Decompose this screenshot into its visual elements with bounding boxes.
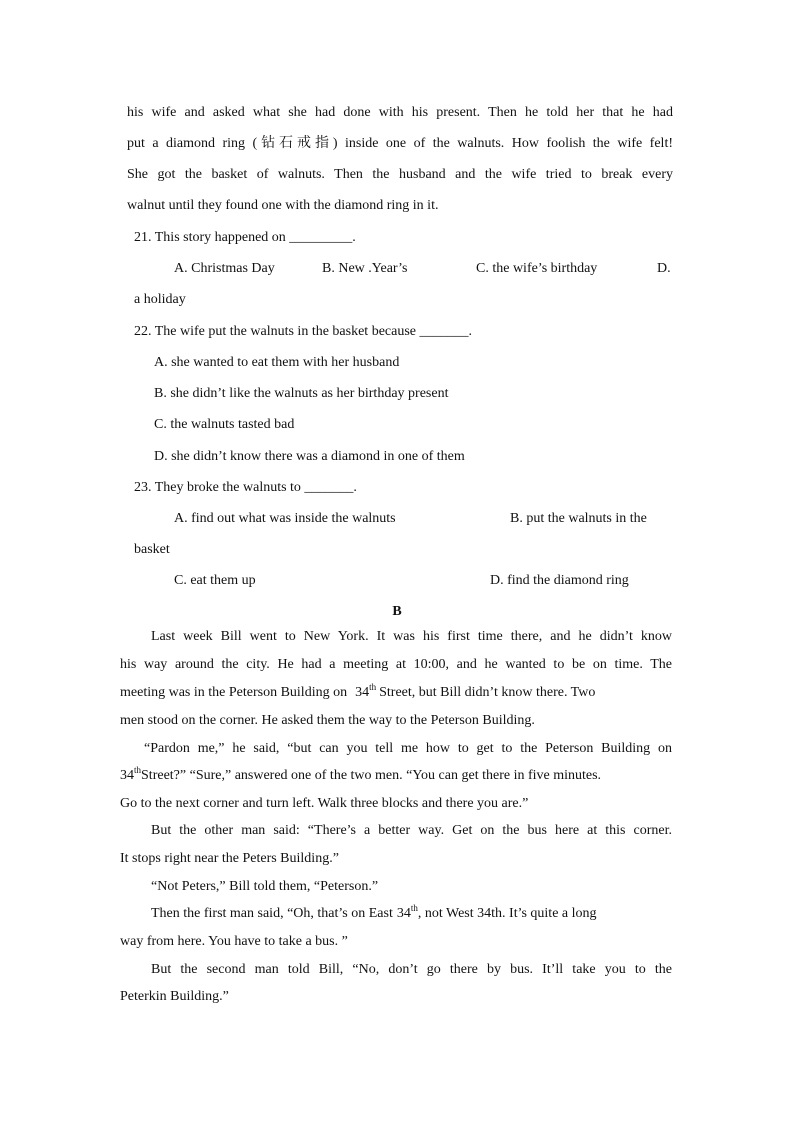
passage-b-p6-line-2: Peterkin Building.” — [120, 989, 229, 1004]
passage-b-p1-line-3 — [120, 684, 672, 702]
question-22-option-d: D. she didn’t know there was a diamond in one of them — [154, 449, 465, 464]
ordinal-suffix: th — [410, 903, 418, 913]
question-23-option-b: B. put the walnuts in the — [510, 511, 647, 526]
ordinal-number: 34 — [396, 906, 411, 921]
ordinal-suffix: th — [369, 682, 377, 692]
ordinal-number: 34 — [355, 685, 370, 700]
passage-b-p5-line-2: way from here. You have to take a bus. ” — [120, 934, 348, 949]
question-21-option-d-continued: a holiday — [134, 292, 186, 307]
passage-b-p1-line-2: his way around the city. He had a meeting at 10:00, and he wanted to be on time. The — [120, 657, 672, 672]
passage-b-p3-line-2: It stops right near the Peters Building.” — [120, 851, 339, 866]
passage-a-line-3: She got the basket of walnuts. Then the husband and the wife tried to break every — [127, 167, 673, 182]
question-21-option-c: C. the wife’s birthday — [476, 261, 598, 276]
question-22-option-c: C. the walnuts tasted bad — [154, 417, 295, 432]
passage-a-line-1: his wife and asked what she had done with his present. Then he told her that he had — [127, 105, 673, 120]
question-23-stem: 23. They broke the walnuts to _______. — [134, 480, 357, 495]
question-22-option-b: B. she didn’t like the walnuts as her birthday present — [154, 386, 449, 401]
passage-b-p5-line-1-end: , not West 34th. It’s quite a long — [417, 906, 597, 921]
passage-a-line-2: put a diamond ring (钻石戒指) inside one of the walnuts. How foolish the wife felt! — [127, 136, 673, 151]
question-22-stem: 22. The wife put the walnuts in the basket because _______. — [134, 324, 472, 339]
question-21-option-d: D. — [657, 261, 671, 276]
passage-b-p5-line-1-start: Then the first man said, “Oh, that’s on East — [151, 906, 393, 921]
passage-b-p5-line-1 — [151, 905, 672, 923]
passage-b-p6-line-1: But the second man told Bill, “No, don’t go there by bus. It’ll take you to the — [151, 962, 672, 977]
passage-b-p1-line-1: Last week Bill went to New York. It was his first time there, and he didn’t know — [151, 629, 672, 644]
passage-b-p2-line-2 — [120, 767, 672, 785]
passage-a-line-4: walnut until they found one with the diamond ring in it. — [127, 198, 439, 213]
question-21-stem: 21. This story happened on _________. — [134, 230, 356, 245]
passage-b-p1-line-3-end: Street, but Bill didn’t know there. Two — [379, 685, 596, 700]
question-23-option-d: D. find the diamond ring — [490, 573, 629, 588]
question-23-option-a: A. find out what was inside the walnuts — [174, 511, 396, 526]
question-23-option-c: C. eat them up — [174, 573, 256, 588]
passage-b-p1-line-4: men stood on the corner. He asked them the way to the Peterson Building. — [120, 713, 535, 728]
passage-b-p2-line-2-text: Street?” “Sure,” answered one of the two men. “You can get there in five minutes. — [141, 768, 602, 783]
question-21-option-a: A. Christmas Day — [174, 261, 275, 276]
passage-b-p2-line-3: Go to the next corner and turn left. Walk three blocks and there you are.” — [120, 796, 529, 811]
ordinal-suffix: th — [134, 765, 142, 775]
ordinal-number: 34 — [120, 768, 134, 783]
passage-b-p3-line-1: But the other man said: “There’s a better way. Get on the bus here at this corner. — [151, 823, 672, 838]
passage-b-p1-line-3-start: meeting was in the Peterson Building on — [120, 685, 348, 700]
question-23-option-b-continued: basket — [134, 542, 170, 557]
passage-b-heading: B — [392, 604, 402, 619]
question-21-option-b: B. New .Year’s — [322, 261, 408, 276]
question-22-option-a: A. she wanted to eat them with her husband — [154, 355, 400, 370]
passage-b-p4: “Not Peters,” Bill told them, “Peterson.” — [151, 879, 379, 894]
passage-b-p2-line-1: “Pardon me,” he said, “but can you tell me how to get to the Peterson Building on — [144, 741, 672, 756]
